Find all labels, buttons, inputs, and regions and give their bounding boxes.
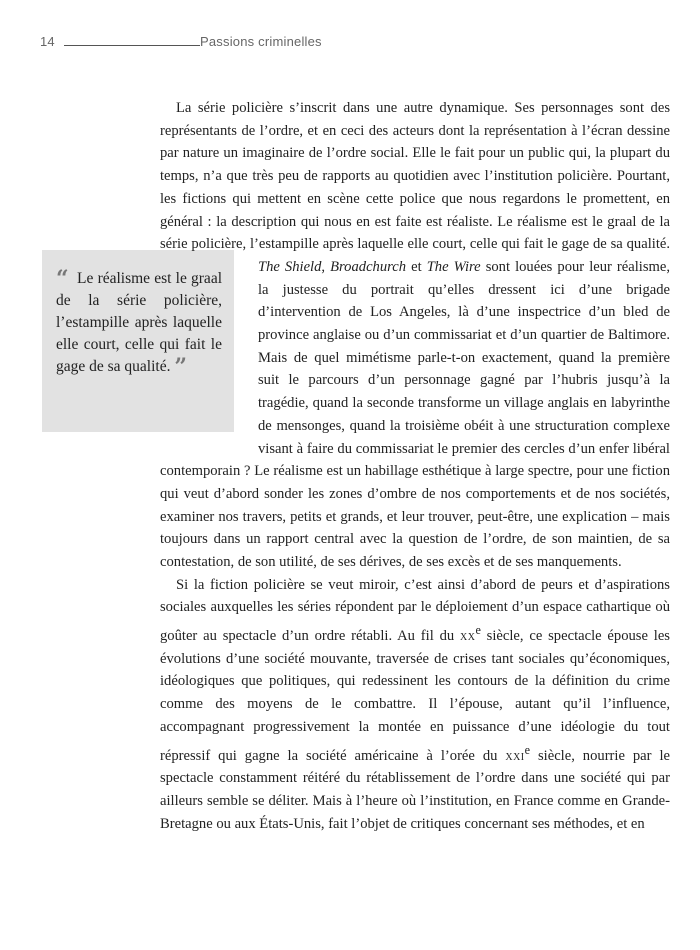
running-title: Passions criminelles [200,34,322,49]
page-number: 14 [40,34,55,49]
paragraph-1-part-a: La série policière s’inscrit dans une autre dynamique. Ses personnages sont des représentants de l’ordre, et en ceci des acteurs dont la représentation à l’écran dessine par nature un imaginaire de l’ordre social. Elle le fait pour un public qui, la plupart du temps, n’a que très peu de rapports au quotidien avec l’institution policière. Pourtant, les fictions qui mettent en scène cette police que nous regardons le promettent, en général : la description qui nous en est faite est réaliste. Le réalisme est le graal de la série policière, l’estampille après laquelle elle court, celle qui fait le gage de sa qualité. [160,100,670,253]
running-header [40,34,340,50]
header-rule [64,45,200,46]
paragraph-2 [160,574,670,835]
close-quote-mark: ” [174,354,188,380]
series-title-the-wire: The Wire [426,258,481,275]
paragraph-2-part-c: siècle, nourrie par le spectacle constamment réitéré du rétablissement de l’ordre dans une société qui par ailleurs semble se déliter. Mais à l’heure où l’institution, en France comme en Grande-Bretagne ou aux États-Unis, fait l’objet de critiques concernant ses méthodes, et en [160,747,670,832]
ordinal-suffix: e [475,623,481,638]
paragraph-2-part-b: siècle, ce spectacle épouse les évolutions d’une société mouvante, traversée de crises tant sociales qu’économiques, idéologiques que politiques, qui redessinent les contours de la définition du crime comme des moyens de le combattre. Il l’épouse, autant qu’il l’influence, accompagnant progressivement la montée en puissance d’une idéologie du tout répressif qui gagne la société américaine à l’orée du [160,628,670,764]
separator: , [321,258,331,275]
separator: et [406,258,427,275]
pull-quote-text: Le réalisme est le graal de la série policière, l’estampille après laquelle elle court, celle qui fait le gage de sa qualité. [56,270,223,375]
open-quote-mark: “ [56,266,69,292]
paragraph-1-part-b: sont louées pour leur réalisme, la justesse du portrait qu’elles dressent ici d’une brigade d’intervention de Los Angeles, là d’une inspectrice d’un bled de province anglaise ou d’un commissariat et d’un quartier de Baltimore. Mais de quel mimétisme parle-t-on exactement, quand la première suit le parcours d’un personnage gagné par l’hubris jusqu’à la tragédie, quand la seconde transforme un village anglais en labyrinthe de mensonges, quand la troisième obéit à une structuration complexe visant à faire du commissariat le premier des cercles d’un enfer libéral contemporain ? Le réalisme est un habillage esthétique à large spectre, pour une fiction qui veut d’abord sonder les zones d’ombre de nos comportements et de nos sociétés, examiner nos travers, petits et grands, et leur trouver, peut-être, une explication – mais toujours dans un rapport central avec la question de l’ordre, de son maintien, de sa contestation, de son utilité, de ses dérives, de ses excès et de ses manquements. [160,258,671,571]
paragraph-2-part-a: Si la fiction policière se veut miroir, c’est ainsi d’abord de peurs et d’aspirations sociales auxquelles les séries répondent par le déploiement d’un espace cathartique où goûter au spectacle d’un ordre rétabli. Au fil du [160,576,670,645]
century-20: xx [459,628,476,645]
series-title-the-shield: The Shield [258,258,322,275]
body-text [160,97,670,835]
century-21: xxi [505,747,525,764]
pull-quote-spacer [160,256,258,460]
paragraph-1 [160,97,670,574]
series-title-broadchurch: Broadchurch [330,258,407,275]
ordinal-suffix: e [524,742,531,757]
